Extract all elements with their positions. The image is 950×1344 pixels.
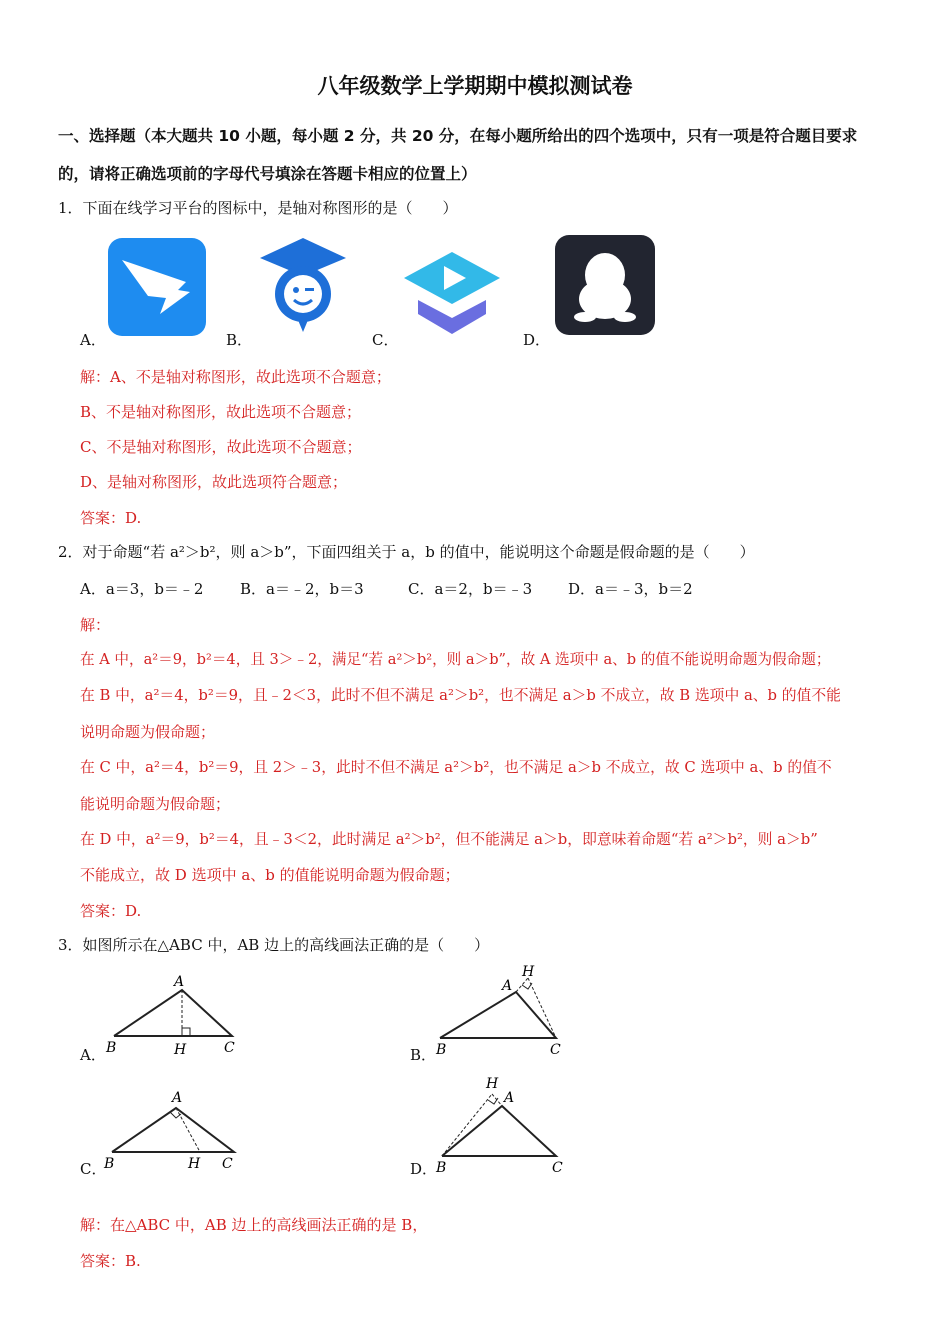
- point-label-c: C: [550, 1042, 561, 1058]
- q1-option-d: D．: [523, 331, 551, 349]
- q3-option-a: A．: [80, 1046, 106, 1064]
- q3-figure-d: [430, 1072, 580, 1176]
- dingtalk-icon: [108, 238, 206, 336]
- point-label-b: B: [436, 1042, 447, 1058]
- q2-solution-line: 在 A 中，a²＝9，b²＝4，且 3＞﹣2，满足“若 a²＞b²，则 a＞b”，故 A 选项中 a、b 的值不能说明命题为假命题；: [80, 651, 831, 668]
- point-label-a: A: [502, 978, 513, 994]
- q3-stem: 3．如图所示在△ABC 中，AB 边上的高线画法正确的是（ ）: [58, 936, 490, 954]
- qq-penguin-icon: [555, 235, 655, 335]
- q2-solution-line: 解：: [80, 616, 111, 634]
- q2-solution-line: 能说明命题为假命题；: [80, 795, 231, 813]
- q2-solution-line: 在 D 中，a²＝9，b²＝4，且﹣3＜2，此时满足 a²＞b²，但不能满足 a＞b，即意味着命题“若 a²＞b²，则 a＞b”: [80, 831, 818, 848]
- point-label-a: A: [172, 1090, 183, 1106]
- q1-stem: 1．下面在线学习平台的图标中，是轴对称图形的是（ ）: [58, 199, 458, 217]
- point-label-b: B: [106, 1040, 117, 1056]
- point-label-a: A: [174, 974, 185, 990]
- q2-solution-line: 不能成立，故 D 选项中 a、b 的值能说明命题为假命题；: [80, 866, 460, 884]
- section-heading-line1: 一、选择题（本大题共 10 小题，每小题 2 分，共 20 分，在每小题所给出的四个选项中，只有一项是符合题目要求: [58, 127, 858, 145]
- q2-stem: 2．对于命题“若 a²＞b²，则 a＞b”，下面四组关于 a，b 的值中，能说明这个命题是假命题的是（ ）: [58, 543, 755, 561]
- point-label-c: C: [552, 1160, 563, 1176]
- q3-option-b: B．: [410, 1046, 437, 1064]
- point-label-h: H: [522, 964, 535, 980]
- q3-figure-a: [100, 970, 250, 1060]
- q3-solution-line: 解：在△ABC 中，AB 边上的高线画法正确的是 B，: [80, 1216, 428, 1234]
- point-label-b: B: [436, 1160, 447, 1176]
- q3-figure-b: [430, 962, 580, 1060]
- point-label-a: A: [504, 1090, 515, 1106]
- play-cap-icon: [404, 252, 500, 336]
- q1-option-a: A．: [80, 331, 106, 349]
- q3-option-c: C．: [80, 1160, 107, 1178]
- q1-solution-line: D、是轴对称图形，故此选项符合题意；: [80, 473, 348, 491]
- page-title: 八年级数学上学期期中模拟测试卷: [317, 74, 633, 98]
- q1-solution-line: 解：A、不是轴对称图形，故此选项不合题意；: [80, 368, 391, 386]
- point-label-b: B: [104, 1156, 115, 1172]
- q1-solution-line: C、不是轴对称图形，故此选项不合题意；: [80, 438, 362, 456]
- point-label-h: H: [174, 1042, 187, 1058]
- point-label-c: C: [222, 1156, 233, 1172]
- q2-option-c: C．a＝2，b＝﹣3: [408, 580, 533, 598]
- q2-option-d: D．a＝﹣3，b＝2: [568, 580, 693, 598]
- q1-answer: 答案：D.: [80, 509, 142, 527]
- q2-option-b: B．a＝﹣2，b＝3: [240, 580, 364, 598]
- point-label-h: H: [486, 1076, 499, 1092]
- q1-option-c: C．: [372, 331, 399, 349]
- q2-solution-line: 说明命题为假命题；: [80, 723, 216, 741]
- q1-option-b: B．: [226, 331, 253, 349]
- q1-solution-line: B、不是轴对称图形，故此选项不合题意；: [80, 403, 362, 421]
- point-label-c: C: [224, 1040, 235, 1056]
- point-label-h: H: [188, 1156, 201, 1172]
- q3-figure-c: [100, 1084, 250, 1174]
- q2-answer: 答案：D.: [80, 902, 142, 920]
- section-heading-line2: 的，请将正确选项前的字母代号填涂在答题卡相应的位置上）: [58, 165, 477, 183]
- study-cap-icon: [258, 236, 348, 336]
- q2-option-a: A．a＝3，b＝﹣2: [80, 580, 204, 598]
- q3-answer: 答案：B.: [80, 1252, 141, 1270]
- q2-solution-line: 在 C 中，a²＝4，b²＝9，且 2＞﹣3，此时不但不满足 a²＞b²，也不满足 a＞b 不成立，故 C 选项中 a、b 的值不: [80, 759, 832, 776]
- q2-solution-line: 在 B 中，a²＝4，b²＝9，且﹣2＜3，此时不但不满足 a²＞b²，也不满足 a＞b 不成立，故 B 选项中 a、b 的值不能: [80, 687, 841, 704]
- q3-option-d: D．: [410, 1160, 438, 1178]
